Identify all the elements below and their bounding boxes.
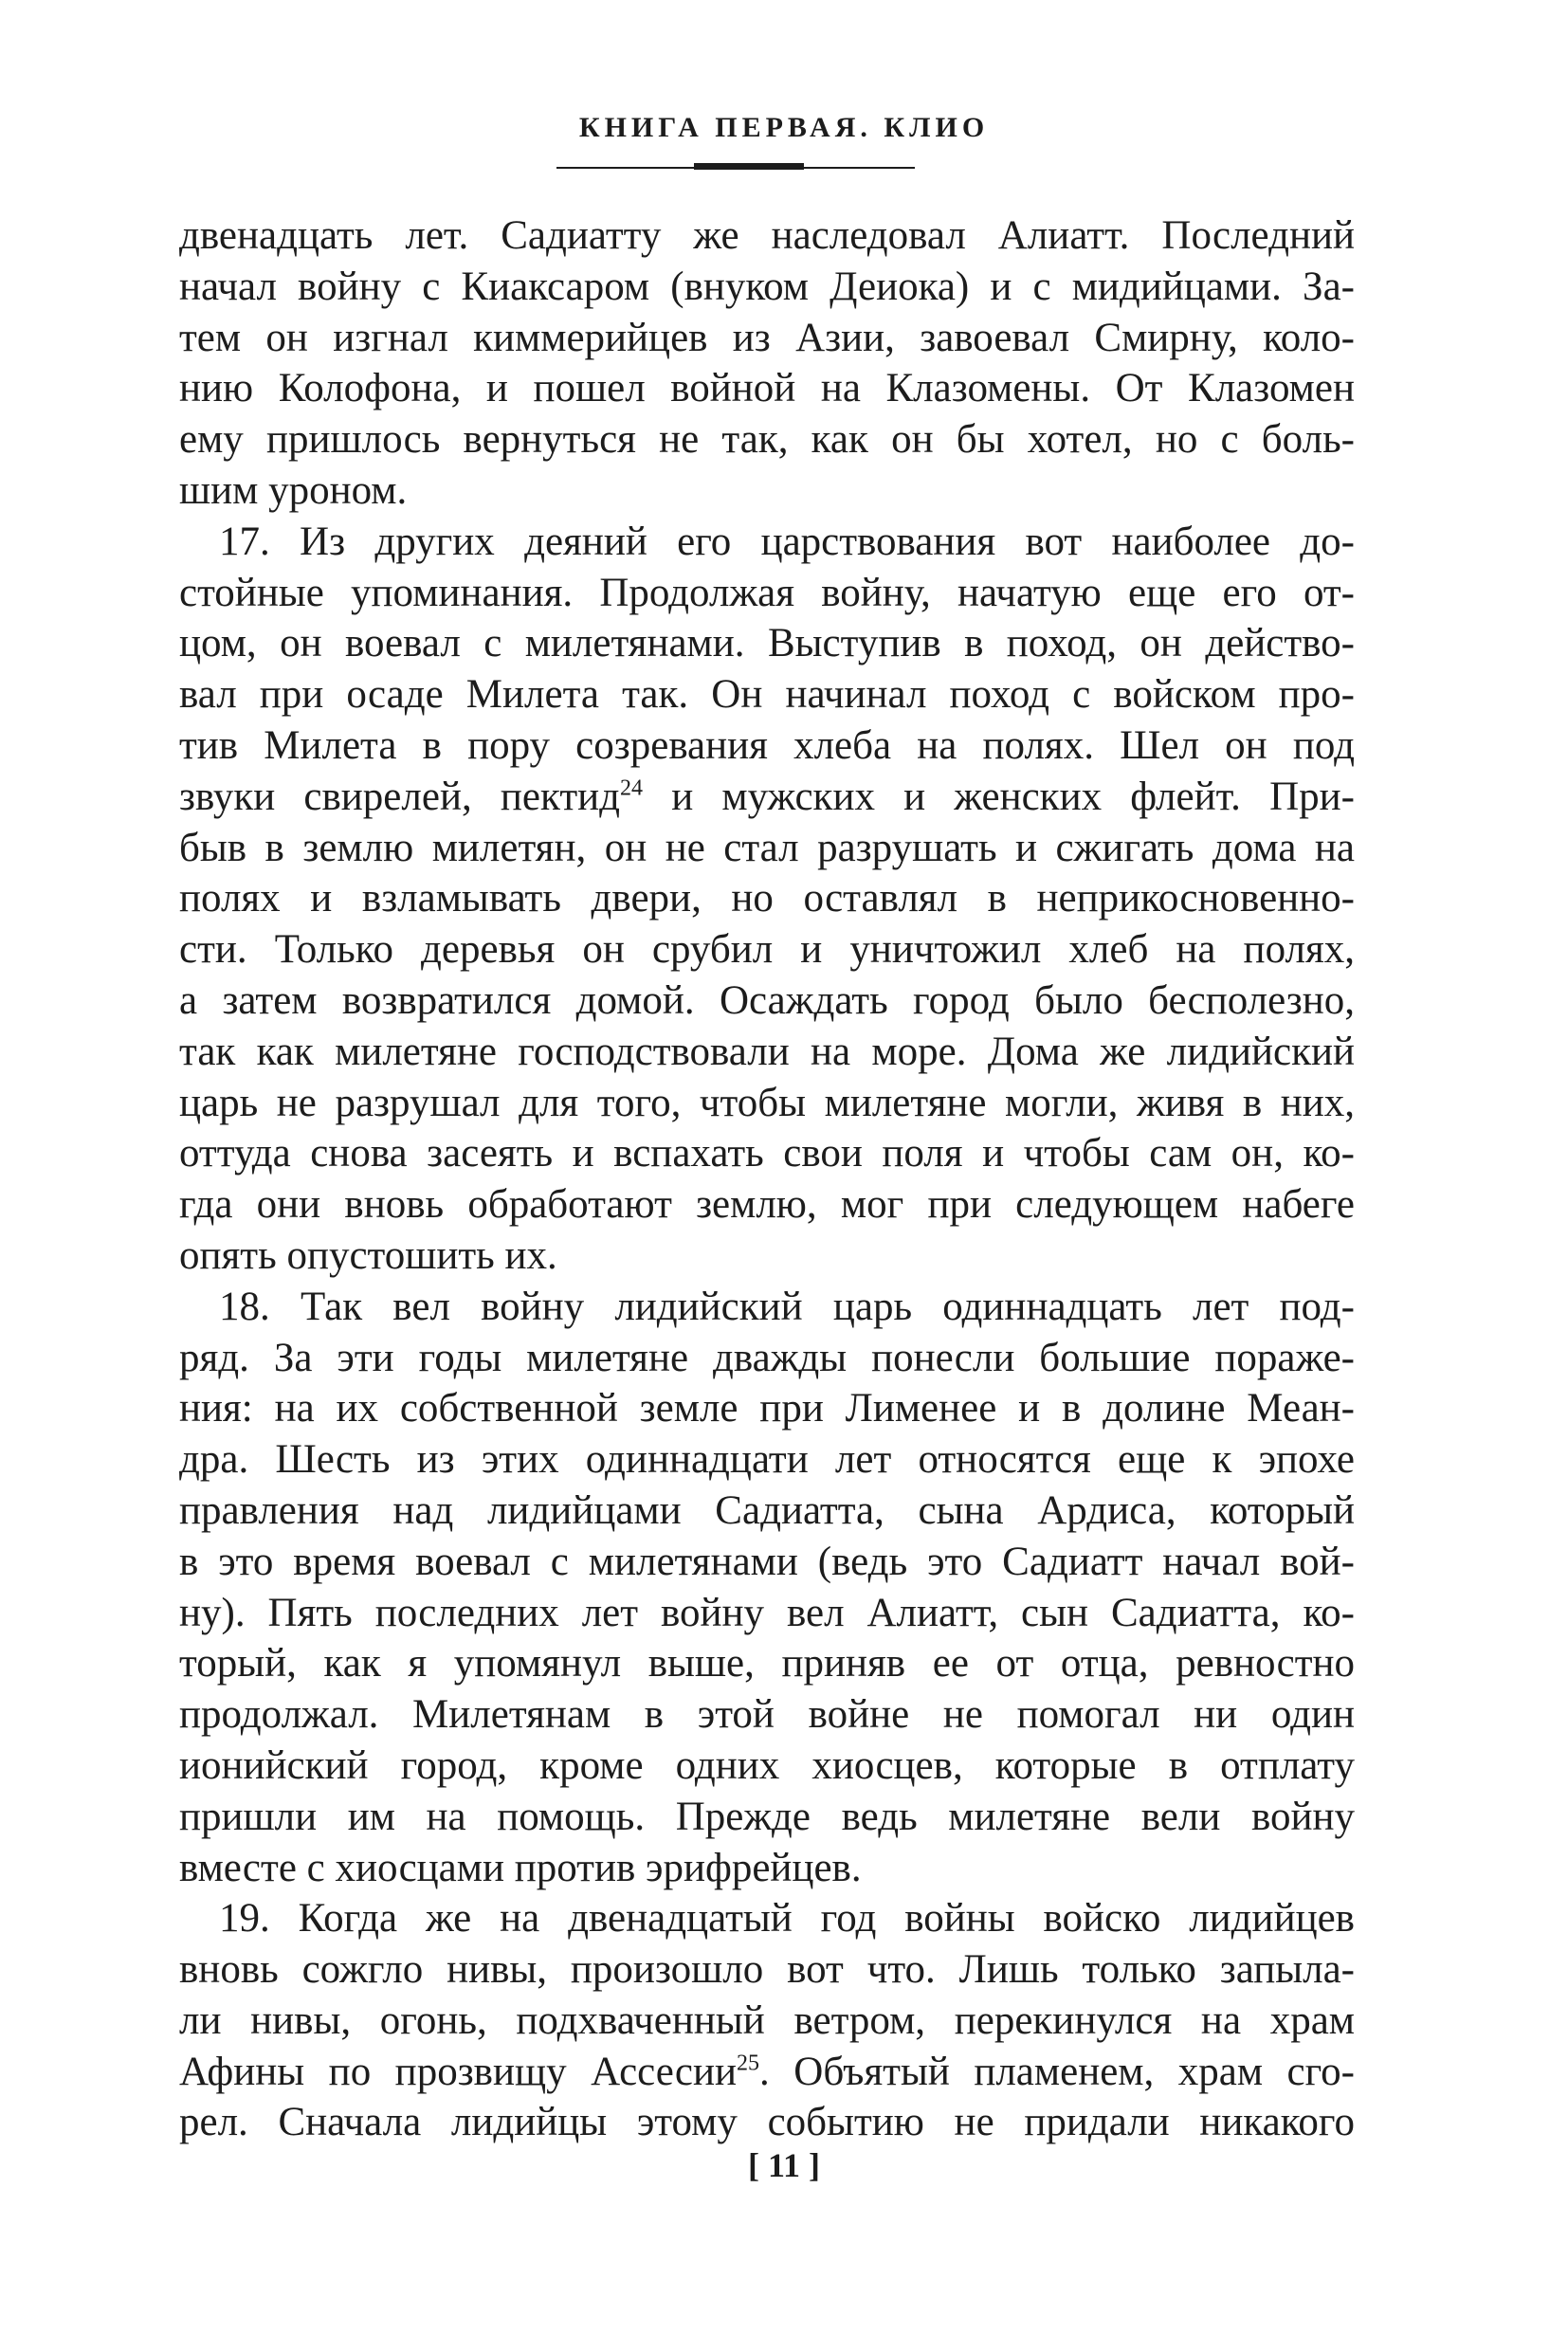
text-line-content: вал при осаде Милета так. Он начинал поход с войском про- [179,672,1355,718]
text-line [179,1588,1355,1639]
page-number: [ 11 ] [748,2146,820,2184]
text-line [179,1792,1355,1843]
text-line-content: вместе с хиосцами против эрифрейцев. [179,1845,862,1890]
text-line-content: ионийский город, кроме одних хиосцев, которые в отплату [179,1742,1355,1788]
text-line [179,1078,1355,1129]
text-line-content: а затем возвратился домой. Осаждать город было бесполезно, [179,977,1355,1023]
text-line-content: ния: на их собственной земле при Лименее и в долине Меан- [179,1386,1355,1431]
text-line [179,618,1355,669]
text-line [179,1434,1355,1486]
text-line-content: правления над лидийцами Садиатта, сына Ардиса, который [179,1487,1355,1533]
text-line-content: царь не разрушал для того, чтобы милетяне могли, живя в них, [179,1080,1355,1125]
text-line [179,465,1355,517]
text-line-content: цом, он воевал с милетянами. Выступив в поход, он действо- [179,621,1355,666]
text-line-content: ряд. За эти годы милетяне дважды понесли большие пораже- [179,1335,1355,1380]
text-line-content: тем он изгнал киммерийцев из Азии, завоевал Смирну, коло- [179,315,1355,360]
text-line-content: пришли им на помощь. Прежде ведь милетяне вели войну [179,1794,1355,1839]
text-line [179,924,1355,975]
text-line [179,823,1355,874]
text-line-content: звуки свирелей, пектид [179,774,620,819]
text-line [179,2047,1355,2098]
text-line [179,1231,1355,1282]
text-line-content: рел. Сначала лидийцы этому событию не придали никакого [179,2100,1355,2145]
text-line [179,1486,1355,1537]
footnote-marker: 24 [620,775,643,801]
text-line-content: ли нивы, огонь, подхваченный ветром, перекинулся на храм [179,1997,1355,2043]
text-line [179,1128,1355,1179]
text-line [179,1893,1355,1944]
text-line-content: 18. Так вел войну лидийский царь одиннадцать лет под- [219,1284,1355,1329]
footnote-marker: 25 [737,2051,760,2076]
text-line-content: оттуда снова засеять и вспахать свои поля и чтобы сам он, ко- [179,1131,1355,1176]
text-line [179,1944,1355,1996]
text-line [179,1638,1355,1689]
text-line [179,517,1355,568]
text-line-content: 19. Когда же на двенадцатый год войны войско лидийцев [219,1896,1355,1942]
text-line [179,1996,1355,2047]
text-line [179,1383,1355,1434]
text-line-content: нию Колофона, и пошел войной на Клазомены. От Клазомен [179,366,1355,411]
text-line [179,262,1355,313]
text-line-content: продолжал. Милетянам в этой войне не помогал ни один [179,1692,1355,1738]
text-line-content: так как милетяне господствовали на море. Дома же лидийский [179,1029,1355,1074]
text-line-content: полях и взламывать двери, но оставлял в неприкосновенно- [179,876,1355,921]
text-line-content: вновь сожгло нивы, произошло вот что. Лишь только запыла- [179,1947,1355,1993]
text-line-content: дра. Шесть из этих одиннадцати лет относятся еще к эпохе [179,1437,1355,1483]
text-line-content: ну). Пять последних лет войну вел Алиатт, сын Садиатта, ко- [179,1590,1355,1635]
text-line [179,669,1355,720]
body-text [179,210,1355,2148]
text-line [179,1537,1355,1588]
text-line-content: шим уроном. [179,467,408,513]
text-line [179,720,1355,772]
text-line [179,975,1355,1027]
text-line-content: ему пришлось вернуться не так, как он бы хотел, но с боль- [179,417,1355,463]
text-line-content: быв в землю милетян, он не стал разрушать и сжигать дома на [179,825,1355,870]
text-line-content: опять опустошить их. [179,1232,557,1278]
text-line [179,1027,1355,1078]
running-head: КНИГА ПЕРВАЯ. КЛИО [578,112,990,143]
text-line [179,1843,1355,1894]
text-line-content: торый, как я упомянул выше, приняв ее от отца, ревностно [179,1641,1355,1687]
text-line-continuation: . Объятый пламенем, храм сго- [759,2049,1355,2094]
text-line-content: в это время воевал с милетянами (ведь это Садиатт начал вой- [179,1539,1355,1584]
text-line [179,313,1355,364]
text-line [179,1179,1355,1231]
text-line-content: гда они вновь обработают землю, мог при следующем набеге [179,1182,1355,1228]
text-line-continuation: и мужских и женских флейт. При- [643,774,1355,819]
text-line-content: сти. Только деревья он срубил и уничтожил хлеб на полях, [179,927,1355,973]
text-line [179,1689,1355,1741]
text-line [179,873,1355,924]
text-line [179,2097,1355,2148]
text-line-content: двенадцать лет. Садиатту же наследовал Алиатт. Последний [179,213,1355,258]
text-line [179,1333,1355,1384]
text-line [179,772,1355,823]
text-line [179,210,1355,262]
text-line [179,568,1355,619]
text-line [179,414,1355,465]
head-rule-ornament [694,163,804,170]
text-line-content: начал войну с Киаксаром (внуком Деиока) и с мидийцами. За- [179,264,1355,309]
text-line [179,1282,1355,1333]
text-line [179,363,1355,414]
text-line-content: Афины по прозвищу Ассесии [179,2049,738,2094]
text-line-content: стойные упоминания. Продолжая войну, начатую еще его от- [179,570,1355,615]
text-line-content: тив Милета в пору созревания хлеба на полях. Шел он под [179,722,1355,768]
text-line-content: 17. Из других деяний его царствования вот наиболее до- [219,519,1355,564]
text-line [179,1741,1355,1792]
